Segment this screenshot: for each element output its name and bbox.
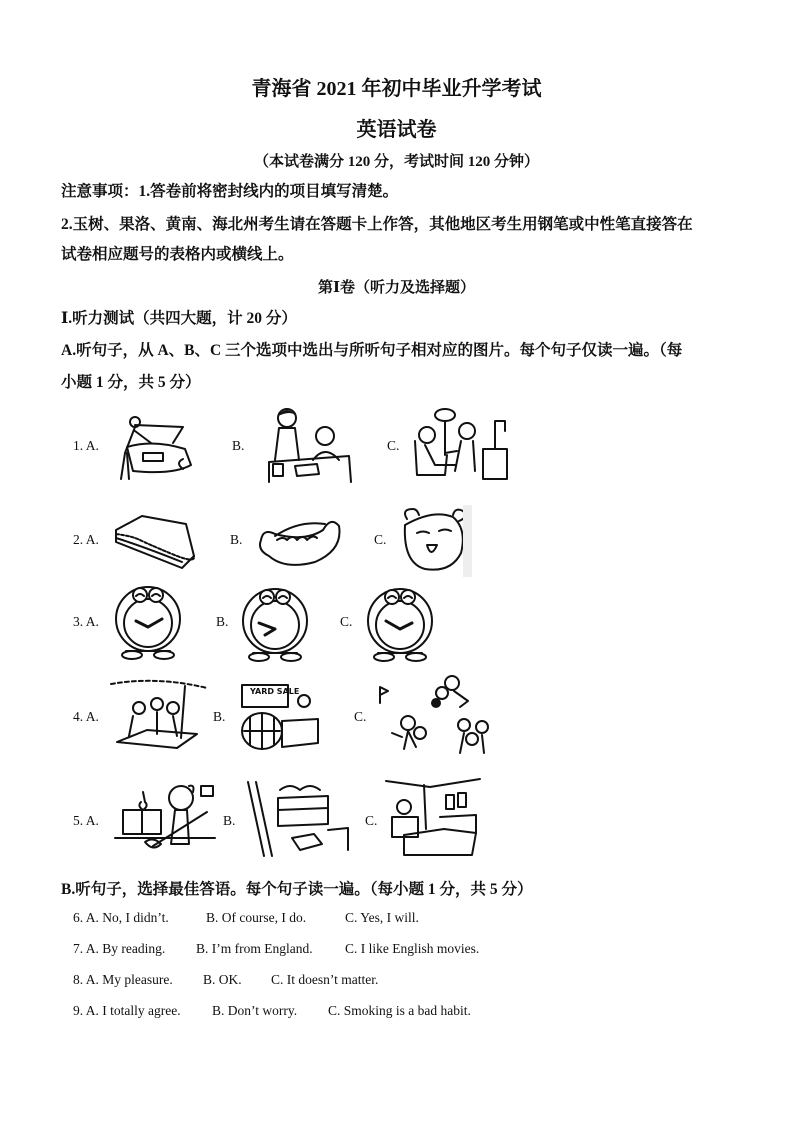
q6-option-c: C. Yes, I will. <box>345 910 419 925</box>
part1-title: 第Ⅰ卷（听力及选择题） <box>317 280 476 296</box>
q5-label: 5. A. <box>73 813 99 828</box>
notes-line-2: 2.玉树、果洛、黄南、海北州考生请在答题卡上作答，其他地区考生用钢笔或中性笔直接答在 <box>61 216 693 233</box>
sandwich-icon <box>112 510 197 570</box>
q9-option-b: B. Don’t worry. <box>212 1003 298 1018</box>
exam-info: （本试卷满分 120 分，考试时间 120 分钟） <box>253 154 539 170</box>
notes-line-1: 注意事项：1.答卷前将密封线内的项目填写清楚。 <box>61 183 399 200</box>
q5-option-c-label: C. <box>365 813 378 828</box>
q3-option-c-label: C. <box>340 614 353 629</box>
man-fixing-car-icon <box>113 413 195 483</box>
girl-sweeping-floor-icon <box>113 780 218 860</box>
section-a-instructions-1: A.听句子，从 A、B、C 三个选项中选出与所听句子相对应的图片。每个句子仅读一遍。（每 <box>61 342 683 359</box>
q4-option-b-label: B. <box>213 709 226 724</box>
q2-label: 2. A. <box>73 532 99 547</box>
q4-label: 4. A. <box>73 709 99 724</box>
clock-icon <box>360 585 440 663</box>
exam-subject: 英语试卷 <box>356 119 437 141</box>
q7-option-a: 7. A. By reading. <box>73 941 166 956</box>
q6-option-a: 6. A. No, I didn’t. <box>73 910 169 925</box>
q3-label: 3. A. <box>73 614 99 629</box>
tidy-bedroom-icon <box>384 777 484 859</box>
q9-option-c: C. Smoking is a bad habit. <box>328 1003 471 1018</box>
q1-option-b-label: B. <box>232 438 245 453</box>
clock-icon <box>108 583 188 661</box>
mother-helping-son-homework-icon <box>265 404 355 484</box>
picnic-under-tree-icon <box>107 678 212 753</box>
q8-option-a: 8. A. My pleasure. <box>73 972 173 987</box>
svg-text:YARD SALE: YARD SALE <box>250 687 300 696</box>
clock-icon <box>235 585 315 663</box>
q6-option-b: B. Of course, I do. <box>206 910 307 925</box>
q1-option-c-label: C. <box>387 438 400 453</box>
q1-label: 1. A. <box>73 438 99 453</box>
section-b-instructions: B.听句子，选择最佳答语。每个句子读一遍。（每小题 1 分，共 5 分） <box>61 881 533 898</box>
exam-title: 青海省 2021 年初中毕业升学考试 <box>251 78 542 100</box>
yard-sale-icon <box>238 681 323 753</box>
q4-option-c-label: C. <box>354 709 367 724</box>
q2-option-b-label: B. <box>230 532 243 547</box>
messy-room-icon <box>244 780 352 858</box>
q7-option-b: B. I’m from England. <box>196 941 313 956</box>
dentist-patient-icon <box>405 405 510 485</box>
q8-option-c: C. It doesn’t matter. <box>271 972 379 987</box>
children-playing-ball-icon <box>372 673 497 761</box>
q9-option-a: 9. A. I totally agree. <box>73 1003 181 1018</box>
listening-section-title: Ⅰ.听力测试（共四大题，计 20 分） <box>61 310 297 327</box>
q7-option-c: C. I like English movies. <box>345 941 480 956</box>
q3-option-b-label: B. <box>216 614 229 629</box>
section-a-instructions-2: 小题 1 分，共 5 分） <box>61 374 201 391</box>
q2-option-c-label: C. <box>374 532 387 547</box>
q5-option-b-label: B. <box>223 813 236 828</box>
cartoon-cat-face-icon <box>395 505 473 577</box>
q8-option-b: B. OK. <box>203 972 242 987</box>
notes-line-3: 试卷相应题号的表格内或横线上。 <box>61 246 294 263</box>
hot-dog-icon <box>255 510 345 570</box>
